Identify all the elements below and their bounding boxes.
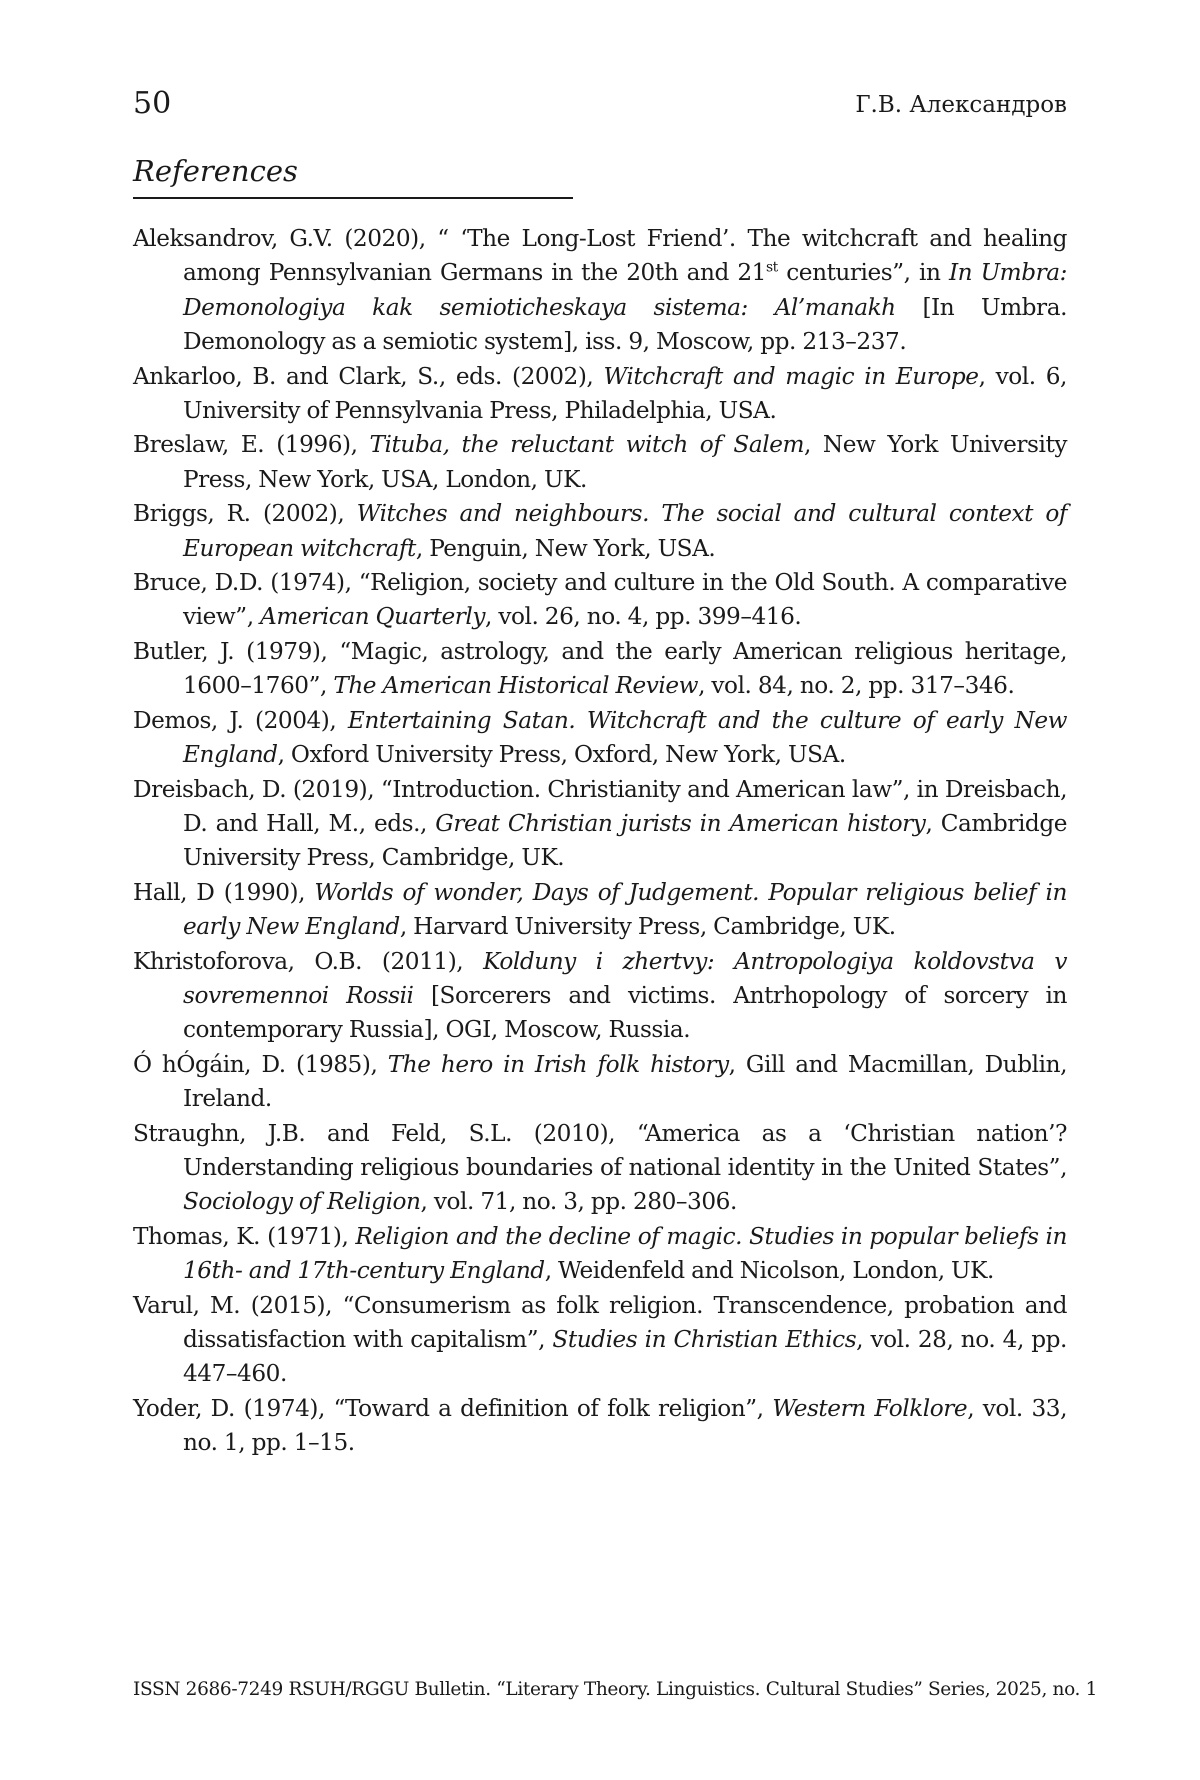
reference-entry: Straughn, J.B. and Feld, S.L. (2010), “America as a ‘Christian nation’? Understanding religious boundaries of national identity in the United States”, Sociology of Religion, vol. 71, no. 3, pp. 280–306. <box>133 1119 1067 1216</box>
reference-entry: Ó hÓgáin, D. (1985), The hero in Irish folk history, Gill and Macmillan, Dublin, Ireland. <box>133 1050 1067 1113</box>
reference-entry: Demos, J. (2004), Entertaining Satan. Witchcraft and the culture of early New England, Oxford University Press, Oxford, New York, USA. <box>133 706 1067 769</box>
reference-entry: Butler, J. (1979), “Magic, astrology, and the early American religious heritage, 1600–1760”, The American Historical Review, vol. 84, no. 2, pp. 317–346. <box>133 637 1067 700</box>
heading-underline <box>133 197 573 199</box>
journal-footer: ISSN 2686-7249 RSUH/RGGU Bulletin. “Literary Theory. Linguistics. Cultural Studies” Series, 2025, no. 1 <box>133 1679 1098 1700</box>
reference-entry: Bruce, D.D. (1974), “Religion, society and culture in the Old South. A comparative view”, American Quarterly, vol. 26, no. 4, pp. 399–416. <box>133 569 1067 631</box>
reference-entry: Briggs, R. (2002), Witches and neighbours. The social and cultural context of European witchcraft, Penguin, New York, USA. <box>133 500 1067 562</box>
reference-entry: Khristoforova, O.B. (2011), Kolduny i zhertvy: Antropologiya koldovstva v sovremennoi Rossii [Sorcerers and victims. Antrhopology of sorcery in contemporary Russia], OGI, Moscow, Russia. <box>133 947 1068 1044</box>
references-heading: References <box>133 154 298 188</box>
reference-entry: Hall, D (1990), Worlds of wonder, Days of Judgement. Popular religious belief in early New England, Harvard University Press, Cambridge, UK. <box>133 878 1067 941</box>
reference-entry: Ankarloo, B. and Clark, S., eds. (2002), Witchcraft and magic in Europe, vol. 6, University of Pennsylvania Press, Philadelphia, USA. <box>133 362 1067 425</box>
reference-entry: Dreisbach, D. (2019), “Introduction. Christianity and American law”, in Dreisbach, D. and Hall, M., eds., Great Christian jurists in American history, Cambridge University Press, Cambridge, UK. <box>133 775 1067 872</box>
reference-entry: Yoder, D. (1974), “Toward a definition of folk religion”, Western Folklore, vol. 33, no. 1, pp. 1–15. <box>133 1394 1067 1457</box>
reference-list <box>133 222 1067 1461</box>
reference-entry: Breslaw, E. (1996), Tituba, the reluctant witch of Salem, New York University Press, New York, USA, London, UK. <box>133 431 1067 493</box>
reference-entry: Thomas, K. (1971), Religion and the decline of magic. Studies in popular beliefs in 16th- and 17th-century England, Weidenfeld and Nicolson, London, UK. <box>133 1222 1067 1285</box>
page-number: 50 <box>133 86 172 121</box>
running-head: Г.В. Александров <box>855 92 1067 118</box>
reference-entry: Varul, M. (2015), “Consumerism as folk religion. Transcendence, probation and dissatisfaction with capitalism”, Studies in Christian Ethics, vol. 28, no. 4, pp. 447–460. <box>133 1291 1067 1388</box>
reference-entry: Aleksandrov, G.V. (2020), “ ‘The Long-Lost Friend’. The witchcraft and healing among Pennsylvanian Germans in the 20th and 21st centuries”, in In Umbra: Demonologiya kak semioticheskaya sistema: Al’manakh [In Umbra. Demonology as a semiotic system], iss. 9, Moscow, pp. 213–237. <box>133 225 1067 356</box>
